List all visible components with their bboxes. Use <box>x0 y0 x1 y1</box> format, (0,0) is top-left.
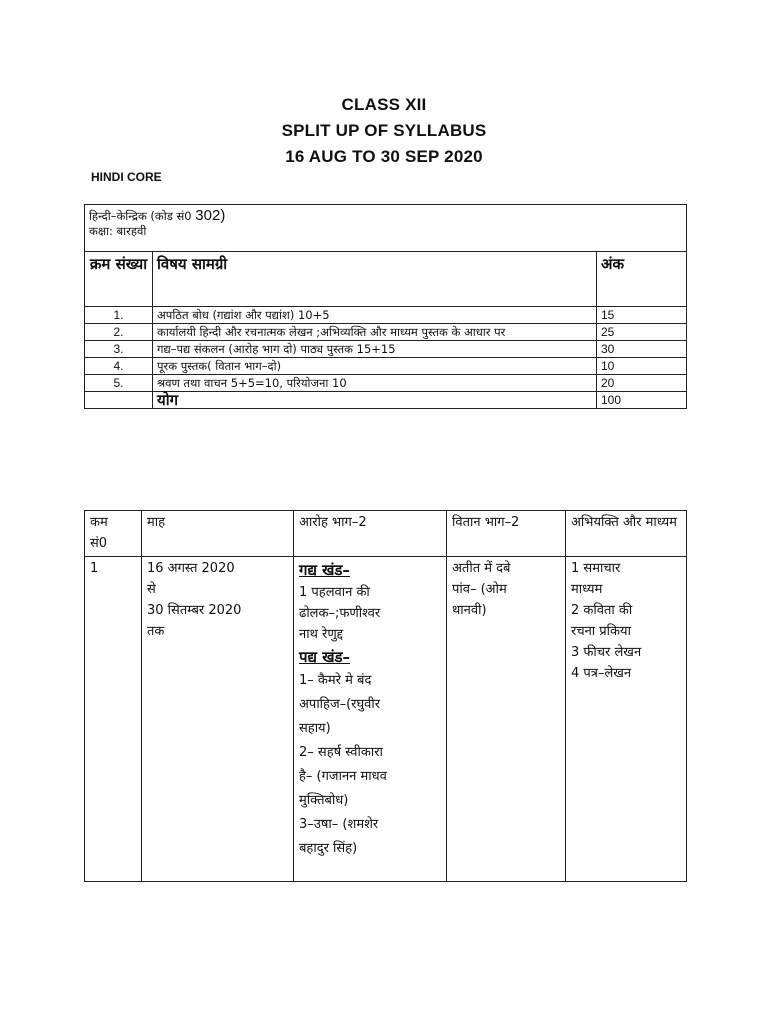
table-row <box>85 307 687 324</box>
abhivyakti-line: 1 समाचार <box>571 561 621 576</box>
header-serial <box>85 252 153 307</box>
total-serial <box>85 392 153 409</box>
padya-line: बहादुर सिंह) <box>299 841 358 856</box>
title-class: CLASS XII <box>341 95 427 114</box>
row-serial: 1. <box>85 307 153 324</box>
padya-heading: पद्य खंड– <box>299 648 350 666</box>
row-marks: 20 <box>597 375 687 392</box>
header-serial-text: क्रम संख्या <box>89 256 148 273</box>
padya-line: सहाय) <box>299 721 331 736</box>
row-serial: 5. <box>85 375 153 392</box>
schedule-abhivyakti <box>566 557 687 882</box>
row-content: पूरक पुस्तक( वितान भाग–दो) <box>153 358 597 375</box>
row-marks: 25 <box>597 324 687 341</box>
row-marks: 30 <box>597 341 687 358</box>
header-vitan: वितान भाग–2 <box>447 511 566 557</box>
marks-distribution-table <box>84 204 687 409</box>
row-serial: 2. <box>85 324 153 341</box>
subject-label: HINDI CORE <box>91 170 162 184</box>
header-serial-line1: कम <box>90 515 108 530</box>
title-dates: 16 AUG TO 30 SEP 2020 <box>285 147 483 166</box>
padya-line: 3–उषा– (शमशेर <box>299 817 379 832</box>
table-row <box>85 324 687 341</box>
padya-line: 1– कैमरे मे बंद <box>299 673 372 688</box>
header-abhivyakti: अभियक्ति और माध्यम <box>566 511 687 557</box>
header-marks: अंक <box>597 252 687 307</box>
header-content: विषय सामग्री <box>153 252 597 307</box>
total-marks: 100 <box>597 392 687 409</box>
header-serial-line2: सं0 <box>90 536 108 551</box>
title-syllabus: SPLIT UP OF SYLLABUS <box>281 121 487 140</box>
gadya-line: ढोलक–;फणीश्वर <box>299 606 381 621</box>
row-content: अपठित बोध (गद्यांश और पद्यांश) 10+5 <box>153 307 597 324</box>
abhivyakti-line: रचना प्रकिया <box>571 624 631 639</box>
month-line: तक <box>147 624 165 639</box>
table-row <box>85 375 687 392</box>
padya-line: है– (गजानन माधव <box>299 769 387 784</box>
month-line: से <box>147 582 156 597</box>
abhivyakti-line: 3 फीचर लेखन <box>571 645 642 660</box>
row-content: गद्य–पद्य संकलन (आरोह भाग दो) पाठ्य पुस्तक 15+15 <box>153 341 597 358</box>
row-content: श्रवण तथा वाचन 5+5=10, परियोजना 10 <box>153 375 597 392</box>
gadya-line: 1 पहलवान की <box>299 585 370 600</box>
course-name: हिन्दी–केन्द्रिक (कोड सं0 <box>89 209 192 223</box>
table-row <box>85 358 687 375</box>
course-info-row <box>85 205 687 252</box>
total-row <box>85 392 687 409</box>
row-marks: 15 <box>597 307 687 324</box>
course-code: 302) <box>195 207 226 224</box>
vitan-line: अतीत में दबे <box>452 561 511 576</box>
vitan-line: थानवी) <box>452 603 487 618</box>
header-serial-no <box>85 511 142 557</box>
padya-line: 2– सहर्ष स्वीकारा <box>299 745 383 760</box>
table-header-row <box>85 252 687 307</box>
class-name: कक्षा: बारहवी <box>89 224 147 238</box>
row-serial: 4. <box>85 358 153 375</box>
row-marks: 10 <box>597 358 687 375</box>
gadya-line: नाथ रेणुद्द <box>299 627 344 642</box>
schedule-aroh <box>294 557 447 882</box>
header-month: माह <box>142 511 294 557</box>
course-info <box>85 205 687 252</box>
schedule-serial: 1 <box>85 557 142 882</box>
header-aroh: आरोह भाग–2 <box>294 511 447 557</box>
abhivyakti-line: माध्यम <box>571 582 603 597</box>
month-line: 16 अगस्त 2020 <box>147 561 235 576</box>
abhivyakti-line: 2 कविता की <box>571 603 633 618</box>
schedule-month <box>142 557 294 882</box>
padya-line: मुक्तिबोध) <box>299 793 349 808</box>
syllabus-schedule-table <box>84 510 687 882</box>
padya-line: अपाहिज–(रघुवीर <box>299 697 381 712</box>
schedule-header-row <box>85 511 687 557</box>
abhivyakti-line: 4 पत्र–लेखन <box>571 666 632 681</box>
document-title <box>0 92 768 170</box>
schedule-row <box>85 557 687 882</box>
gadya-heading: गद्य खंड– <box>299 561 350 579</box>
table-row <box>85 341 687 358</box>
total-label: योग <box>153 392 597 409</box>
month-line: 30 सितम्बर 2020 <box>147 603 242 618</box>
row-content: कार्यालयी हिन्दी और रचनात्मक लेखन ;अभिव्यक्ति और माध्यम पुस्तक के आधार पर <box>153 324 597 341</box>
schedule-vitan <box>447 557 566 882</box>
vitan-line: पांव– (ओम <box>452 582 507 597</box>
row-serial: 3. <box>85 341 153 358</box>
